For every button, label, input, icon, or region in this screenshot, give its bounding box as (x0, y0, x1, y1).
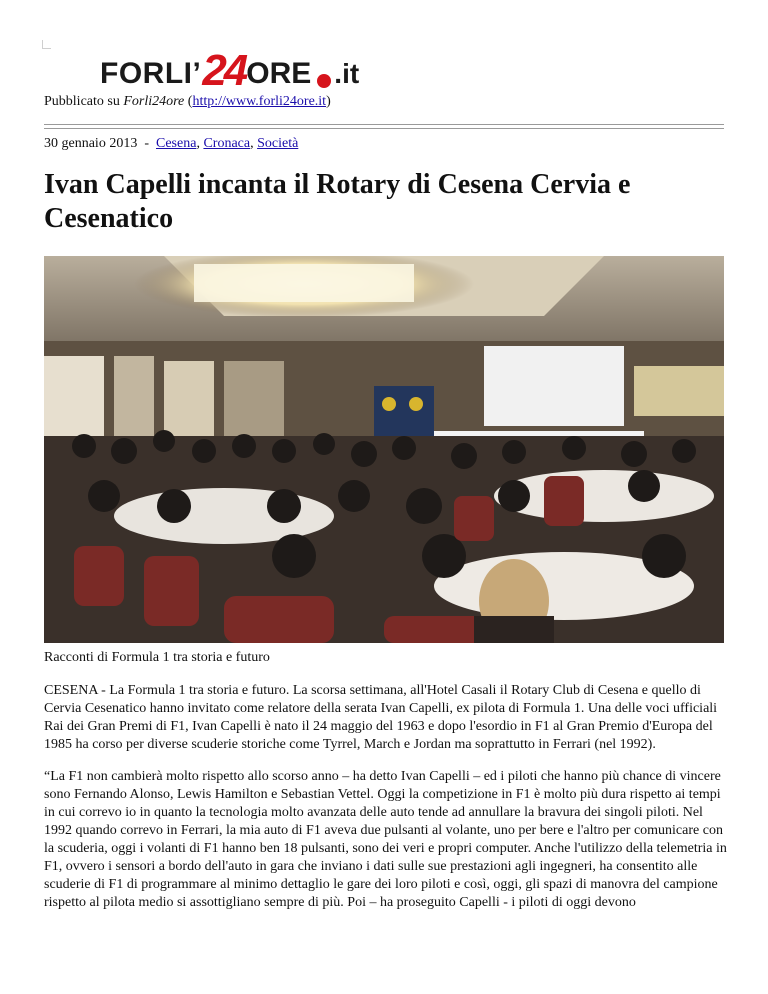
logo-number: 24 (202, 46, 246, 95)
category-link-cronaca[interactable]: Cronaca (203, 136, 251, 151)
article-title: Ivan Capelli incanta il Rotary di Cesena Cervia e Cesenatico (44, 169, 631, 234)
conference-hall-illustration (44, 256, 724, 643)
article-meta: 30 gennaio 2013 - Cesena, Cronaca, Società (44, 136, 299, 151)
category-link-cesena[interactable]: Cesena (156, 136, 197, 151)
paren-open: ( (184, 94, 193, 109)
article-paragraph-2: “La F1 non cambierà molto rispetto allo scorso anno – ha detto Ivan Capelli – ed i piloti che hanno più chance di vincere sono Fernando Alonso, Lewis Hamilton e Sebastian Vettel. Oggi la competizione in F1 è molto più dura rispetto ai tempi in cui correvo io in quanto la tecnologia molto avanzata delle auto tende ad annullare la bravura dei singoli piloti. Nel 1992 quando correvo in Ferrari, la mia auto di F1 aveva due pulsanti al volante, uno per bere e l'altro per comunicare con la scuderia, oggi i volanti di F1 hanno ben 18 pulsanti, sono dei veri e propri computer. Anche l'utilizzo della telemetria in F1, ovvero i sensori a bordo dell'auto in gara che inviano i dati sulle sue prestazioni agli ingegneri, ha consentito alle scuderie di F1 di programmare al minimo dettaglio le gare dei loro piloti e così, oggi, gli spazi di manovra del campione rispetto al pilota medio si assottigliano sempre di più. Poi – ha proseguito Capelli - i piloti di oggi devono (44, 769, 727, 910)
logo-tld: .it (334, 58, 360, 89)
site-logo[interactable] (100, 44, 359, 94)
paren-close: ) (326, 94, 331, 109)
article-date: 30 gennaio 2013 (44, 136, 138, 151)
category-link-societa[interactable]: Società (257, 136, 299, 151)
logo-word-ore: ORE (246, 57, 312, 90)
published-prefix: Pubblicato su (44, 94, 124, 109)
photo-caption: Racconti di Formula 1 tra storia e futuro (44, 650, 270, 665)
site-name: Forli24ore (123, 94, 185, 109)
logo-word-forli: FORLI’ (100, 57, 202, 90)
article-paragraph-1: CESENA - La Formula 1 tra storia e futuro. La scorsa settimana, all'Hotel Casali il Rotary Club di Cesena e quello di Cervia Cesenatico hanno invitato come relatore della serata Ivan Capelli, ex pilota di Formula 1. Una delle voci ufficiali Rai dei Gran Premi di F1, Ivan Capelli è nato il 24 maggio del 1963 e dopo l'esordio in F1 al Gran Premio d'Europa del 1985 ha corso per diverse scuderie storiche come Tyrrel, March e Jordan ma soprattutto in Ferrari (nel 1992). (44, 683, 718, 752)
header-divider (44, 124, 724, 129)
published-on-line (44, 94, 331, 110)
logo-red-dot (317, 74, 331, 88)
meta-separator: - (137, 136, 156, 151)
corner-mark (42, 40, 51, 49)
article-photo (44, 256, 724, 643)
site-url-link[interactable]: http://www.forli24ore.it (192, 94, 327, 109)
